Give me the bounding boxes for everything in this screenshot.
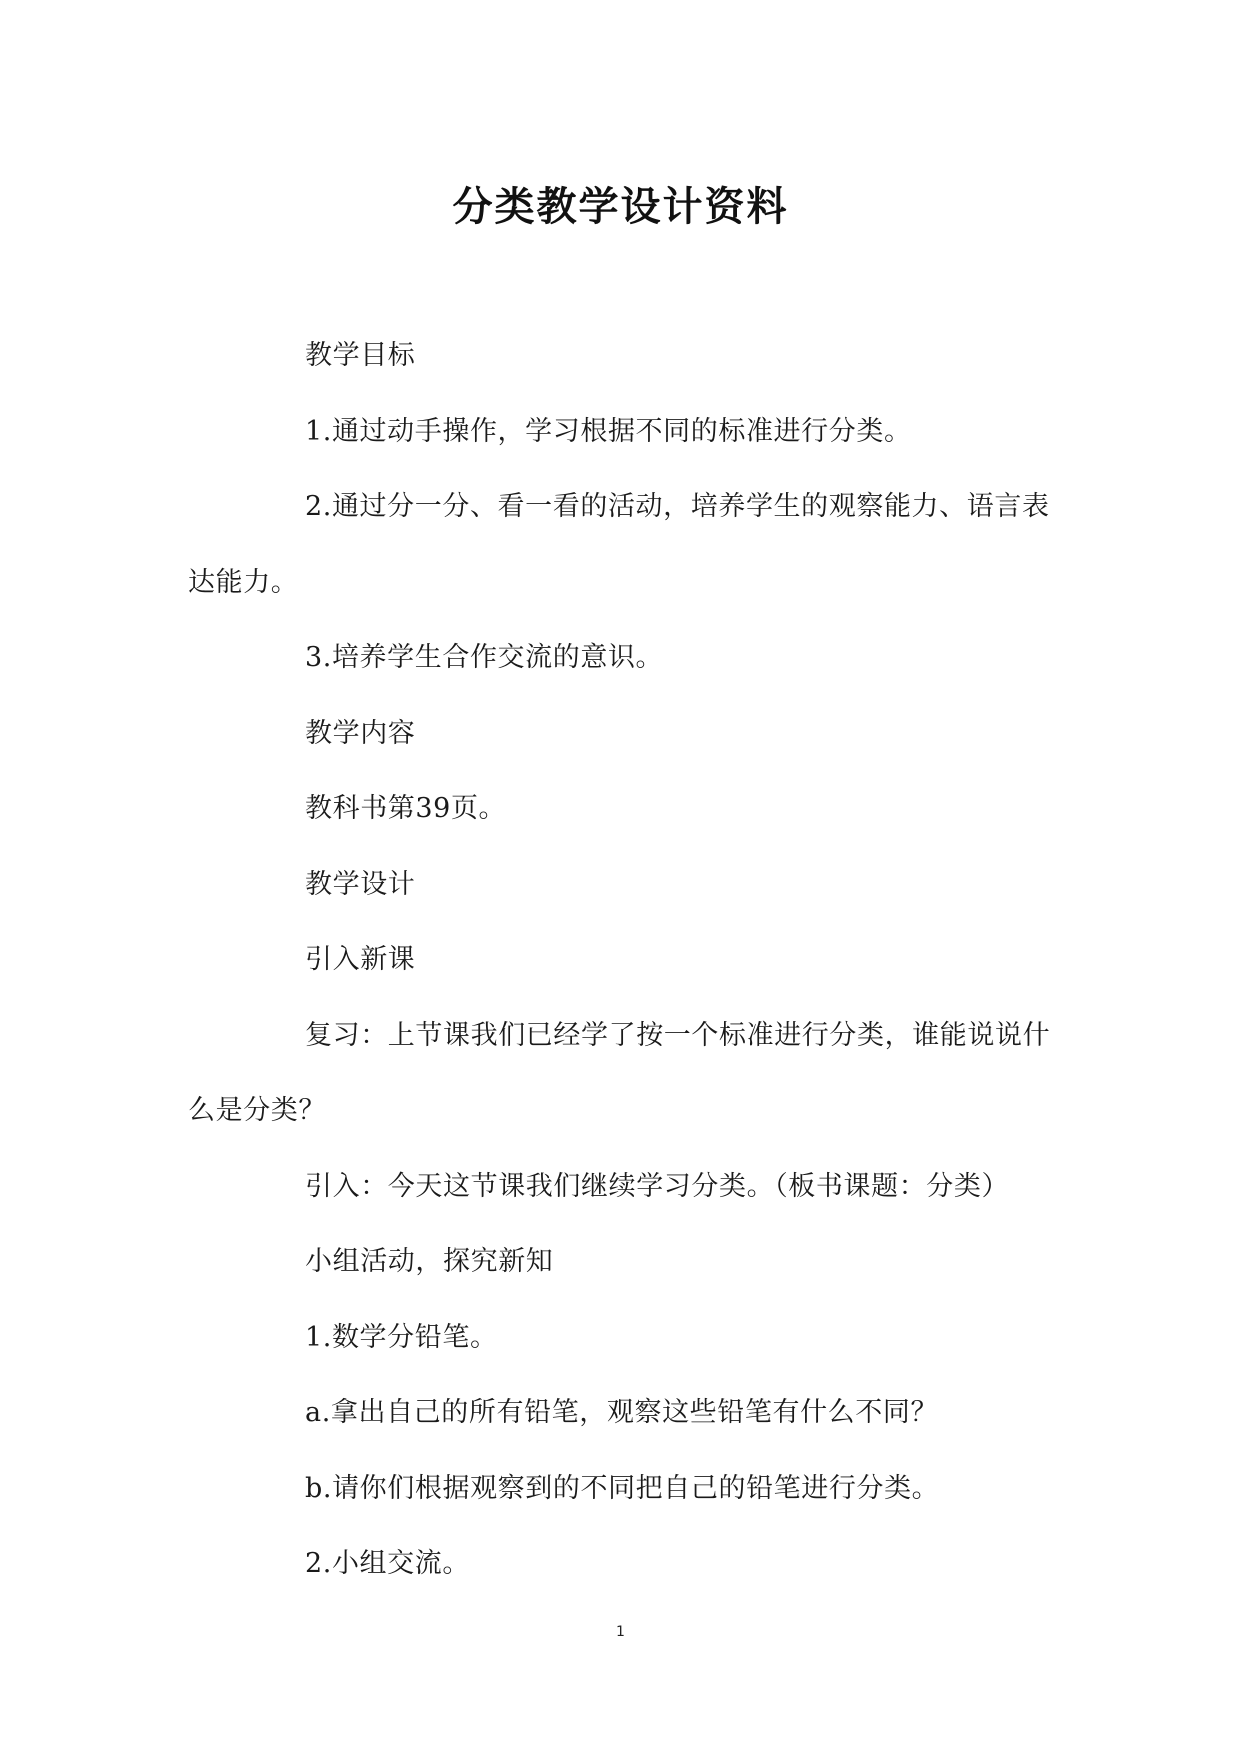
section-heading-design: 教学设计 — [305, 868, 416, 900]
section-heading-objectives: 教学目标 — [305, 340, 416, 371]
activity-step-1: 1.数学分铅笔。 — [305, 1321, 498, 1353]
review-text: 复习：上节课我们已经学了按一个标准进行分类，谁能说说什么是分类？ — [188, 1019, 1051, 1126]
activity-step-1b: b.请你们根据观察到的不同把自己的铅笔进行分类。 — [305, 1472, 940, 1504]
document-body — [188, 318, 1053, 1602]
objective-item-1: 1.通过动手操作，学习根据不同的标准进行分类。 — [305, 415, 912, 447]
activity-step-1a: a.拿出自己的所有铅笔，观察这些铅笔有什么不同？ — [305, 1397, 939, 1428]
page-number: 1 — [616, 1624, 625, 1640]
content-text: 教科书第39页。 — [305, 793, 507, 824]
activity-step-2: 2.小组交流。 — [305, 1548, 470, 1579]
document-title: 分类教学设计资料 — [452, 183, 789, 230]
objective-item-3: 3.培养学生合作交流的意识。 — [305, 642, 664, 673]
subheading-introduction: 引入新课 — [305, 944, 416, 975]
subheading-group-activity: 小组活动，探究新知 — [305, 1246, 554, 1277]
objective-item-2: 2.通过分一分、看一看的活动，培养学生的观察能力、语言表达能力。 — [188, 491, 1050, 598]
section-heading-content: 教学内容 — [305, 717, 416, 749]
introduction-text: 引入：今天这节课我们继续学习分类。（板书课题：分类） — [305, 1170, 1010, 1202]
